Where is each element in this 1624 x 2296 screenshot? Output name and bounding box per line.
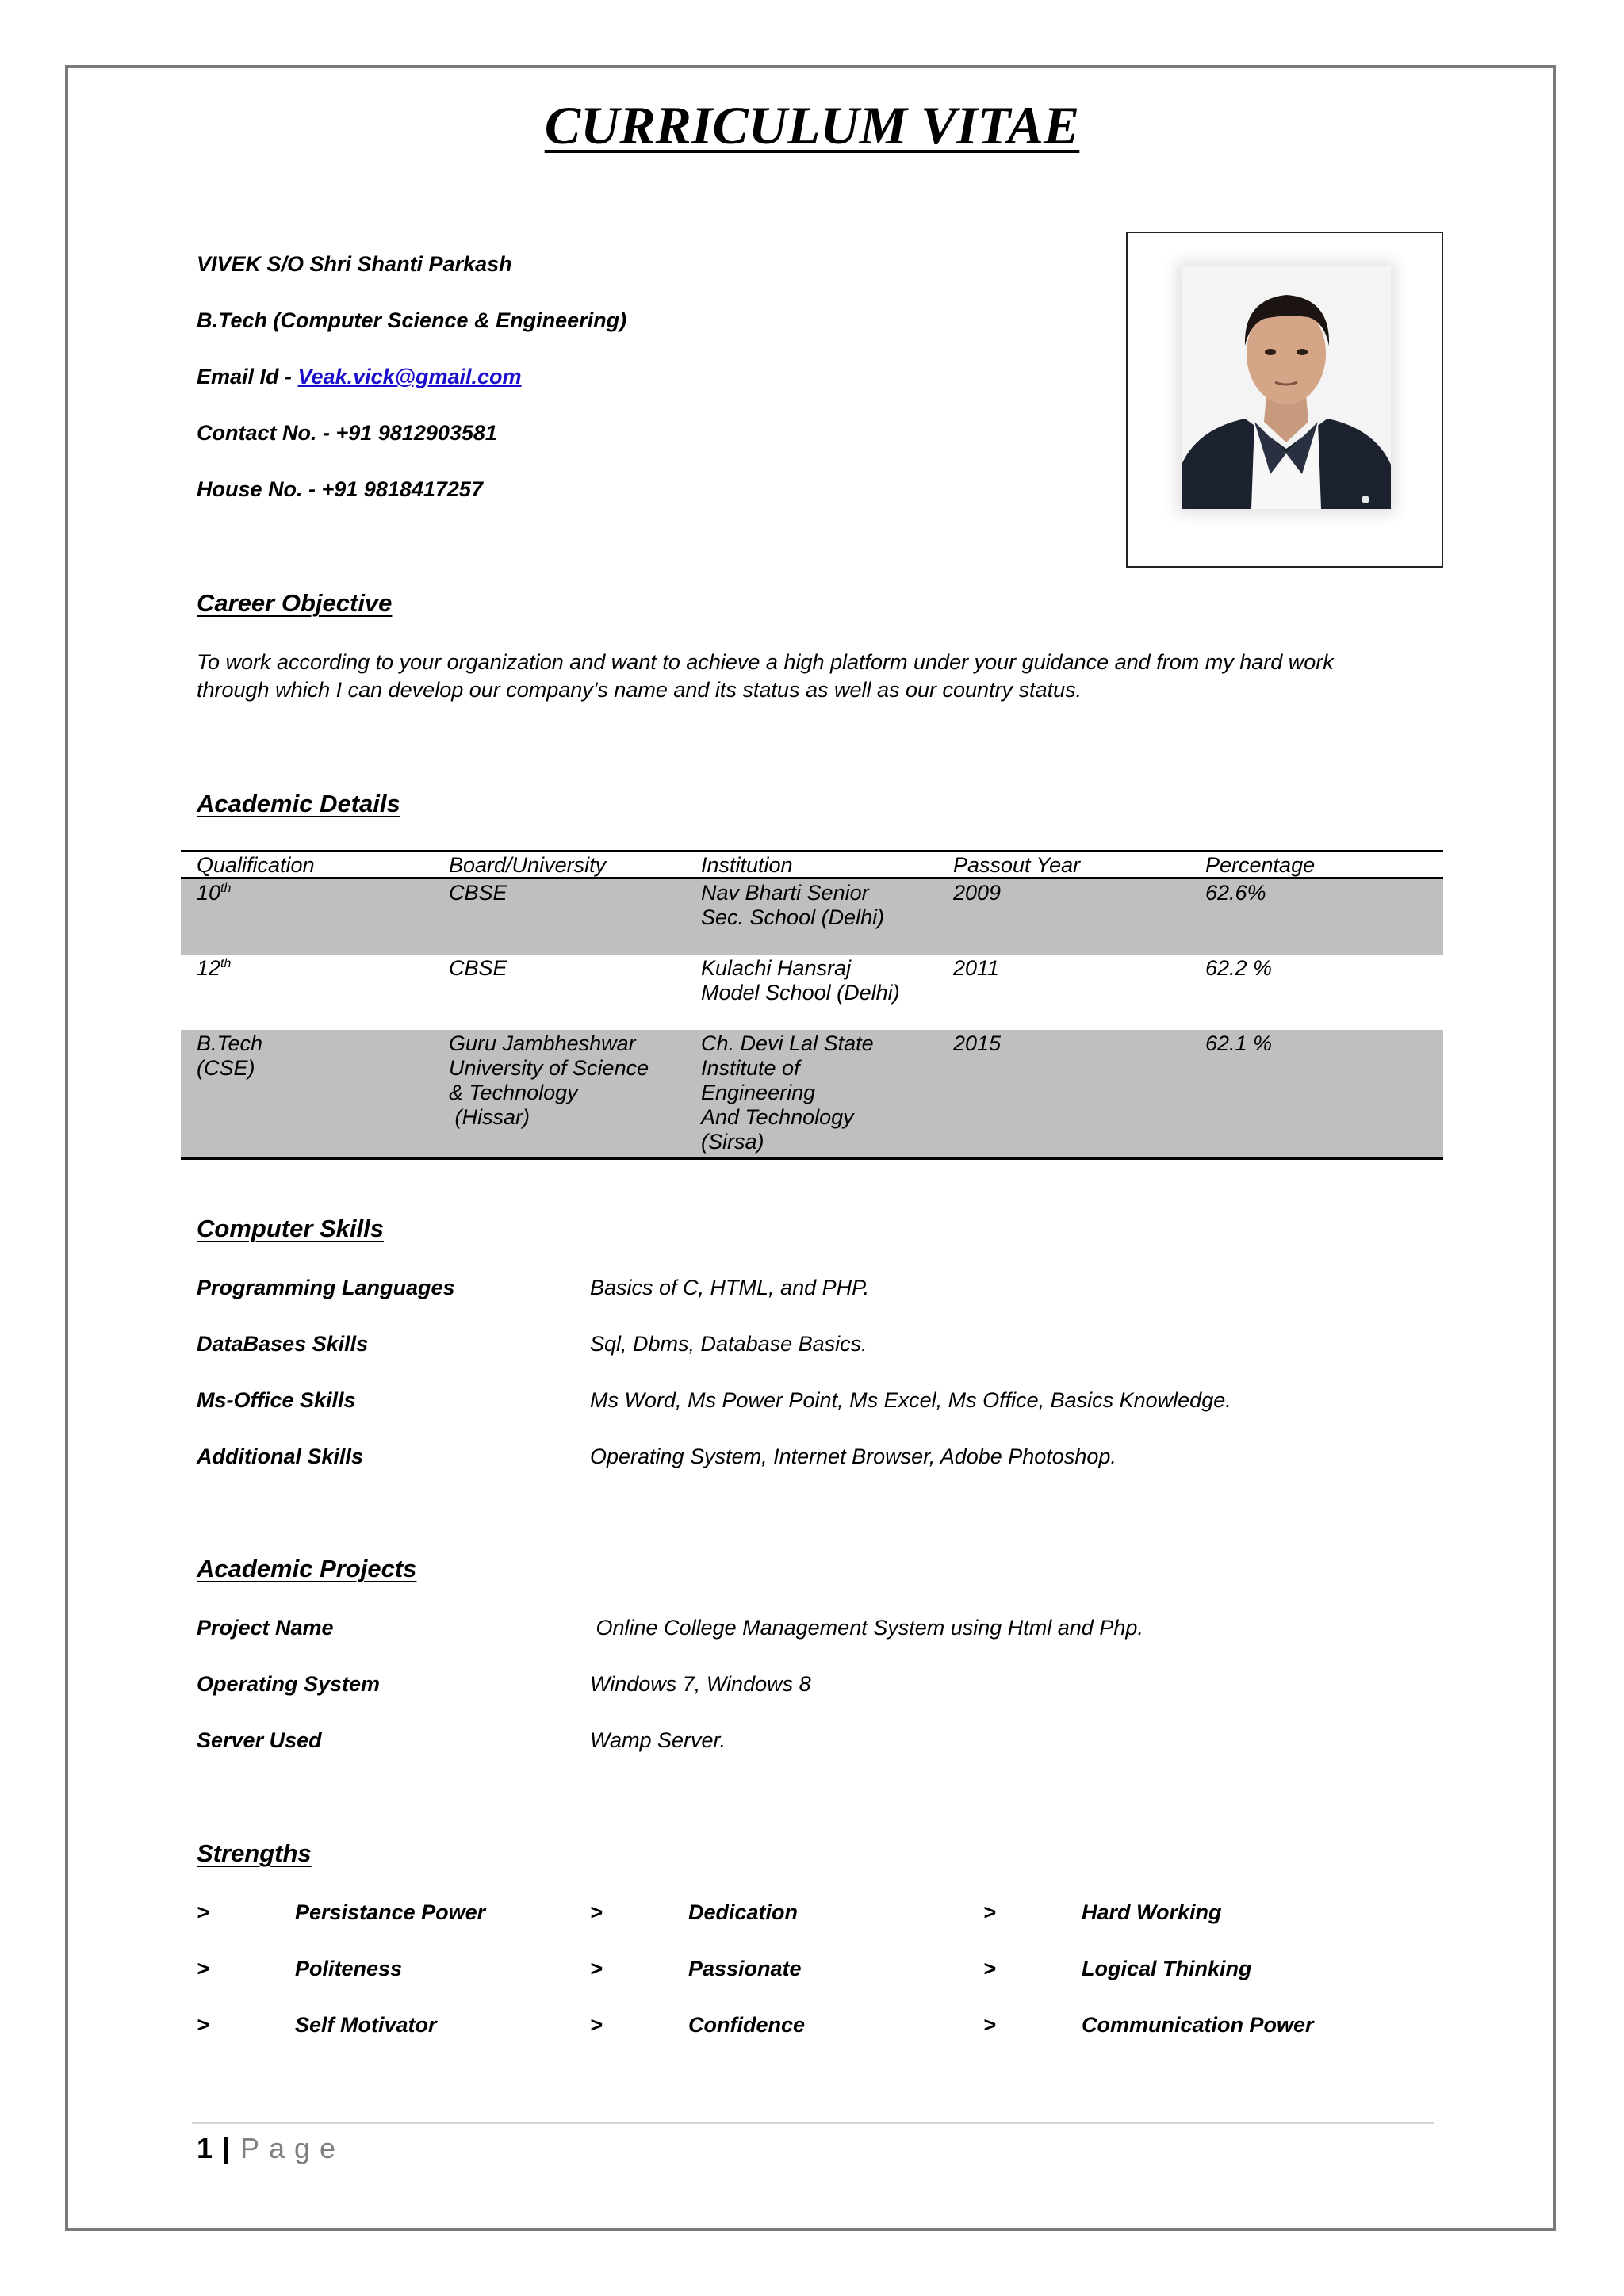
header-institution: Institution	[701, 853, 793, 877]
project-value: Wamp Server.	[590, 1728, 726, 1752]
cell-institution-line: Sec. School (Delhi)	[701, 905, 885, 929]
cell-institution-line: Engineering	[701, 1081, 816, 1104]
header-board: Board/University	[449, 853, 607, 877]
page-number: 1	[197, 2132, 213, 2164]
cell-institution-line: Ch. Devi Lal State	[701, 1031, 874, 1055]
bullet-icon: >	[590, 1900, 603, 1924]
header-passout-year: Passout Year	[953, 853, 1081, 877]
email-label: Email Id -	[197, 365, 298, 388]
footer-separator: |	[222, 2132, 231, 2164]
strengths-heading: Strengths	[197, 1839, 312, 1867]
strength-item: Dedication	[688, 1900, 799, 1924]
bullet-icon: >	[983, 2013, 996, 2037]
cell-institution-line: And Technology	[701, 1105, 854, 1129]
cell-year: 2009	[953, 881, 1002, 905]
table-bottom-rule	[181, 1157, 1443, 1160]
skill-label: Ms-Office Skills	[197, 1388, 356, 1412]
skill-value: Ms Word, Ms Power Point, Ms Excel, Ms Office, Basics Knowledge.	[590, 1388, 1231, 1412]
house-line: House No. - +91 9818417257	[197, 477, 483, 501]
table-top-rule	[181, 850, 1443, 852]
project-label: Server Used	[197, 1728, 322, 1752]
degree-line: B.Tech (Computer Science & Engineering)	[197, 308, 627, 332]
computer-skills-heading: Computer Skills	[197, 1215, 384, 1242]
strength-item: Self Motivator	[295, 2013, 437, 2037]
bullet-icon: >	[983, 1957, 996, 1980]
bullet-icon: >	[590, 1957, 603, 1980]
cell-board-line: Guru Jambheshwar	[449, 1031, 636, 1055]
document-title: CURRICULUM VITAE	[544, 95, 1080, 155]
cell-year: 2015	[953, 1031, 1002, 1055]
profile-photo	[1182, 266, 1391, 509]
cell-institution-line: Institute of	[701, 1056, 800, 1080]
cell-qualification-line: (CSE)	[197, 1056, 255, 1080]
table-row	[181, 879, 1443, 955]
strength-item: Politeness	[295, 1957, 403, 1980]
strength-item: Logical Thinking	[1082, 1957, 1252, 1980]
career-objective-line-2: through which I can develop our company’s name and its status as well as our country status.	[197, 678, 1082, 702]
cell-institution-line: Nav Bharti Senior	[701, 881, 869, 905]
photo-frame	[1126, 232, 1443, 568]
bullet-icon: >	[590, 2013, 603, 2037]
table-row	[181, 955, 1443, 1030]
header-percentage: Percentage	[1205, 853, 1316, 877]
contact-line: Contact No. - +91 9812903581	[197, 421, 497, 445]
bullet-icon: >	[197, 1900, 209, 1924]
bullet-icon: >	[983, 1900, 996, 1924]
project-value: Windows 7, Windows 8	[590, 1672, 811, 1696]
career-objective-line-1: To work according to your organization and want to achieve a high platform under your guidance and from my hard work	[197, 650, 1334, 674]
cell-board-line: & Technology	[449, 1081, 578, 1104]
academic-details-heading: Academic Details	[197, 790, 400, 817]
header-qualification: Qualification	[197, 853, 315, 877]
cell-qualification: 10th	[197, 881, 232, 905]
cell-board-line: (Hissar)	[449, 1105, 530, 1129]
table-header-row	[181, 853, 1443, 877]
cell-institution-line: (Sirsa)	[701, 1130, 764, 1154]
project-label: Project Name	[197, 1616, 334, 1640]
cell-percentage: 62.1 %	[1205, 1031, 1273, 1055]
page-label: Page	[240, 2132, 346, 2164]
project-label: Operating System	[197, 1672, 381, 1696]
name-line: VIVEK S/O Shri Shanti Parkash	[197, 252, 512, 276]
skill-label: Additional Skills	[197, 1445, 364, 1468]
skill-value: Sql, Dbms, Database Basics.	[590, 1332, 868, 1356]
cell-board: CBSE	[449, 881, 508, 905]
cell-percentage: 62.6%	[1205, 881, 1266, 905]
cell-institution-line: Kulachi Hansraj	[701, 956, 852, 980]
table-row	[181, 1030, 1443, 1157]
skill-value: Basics of C, HTML, and PHP.	[590, 1276, 870, 1299]
cell-board: CBSE	[449, 956, 508, 980]
email-line	[197, 363, 522, 390]
strength-item: Persistance Power	[295, 1900, 486, 1924]
cell-year: 2011	[953, 956, 1000, 980]
skill-value: Operating System, Internet Browser, Adobe Photoshop.	[590, 1445, 1116, 1468]
cell-percentage: 62.2 %	[1205, 956, 1273, 980]
strength-item: Passionate	[688, 1957, 802, 1980]
strength-item: Confidence	[688, 2013, 806, 2037]
bullet-icon: >	[197, 2013, 209, 2037]
cell-qualification-line: B.Tech	[197, 1031, 263, 1055]
cell-qualification: 12th	[197, 956, 232, 980]
bullet-icon: >	[197, 1957, 209, 1980]
strength-item: Communication Power	[1082, 2013, 1314, 2037]
career-objective-heading: Career Objective	[197, 589, 393, 617]
project-value: Online College Management System using Html and Php.	[590, 1616, 1143, 1640]
cell-institution-line: Model School (Delhi)	[701, 981, 900, 1004]
strength-item: Hard Working	[1082, 1900, 1222, 1924]
email-link[interactable]: Veak.vick@gmail.com	[297, 365, 522, 388]
cell-board-line: University of Science	[449, 1056, 649, 1080]
academic-projects-heading: Academic Projects	[197, 1555, 417, 1582]
footer-divider	[192, 2122, 1434, 2124]
skill-label: Programming Languages	[197, 1276, 455, 1299]
skill-label: DataBases Skills	[197, 1332, 369, 1356]
